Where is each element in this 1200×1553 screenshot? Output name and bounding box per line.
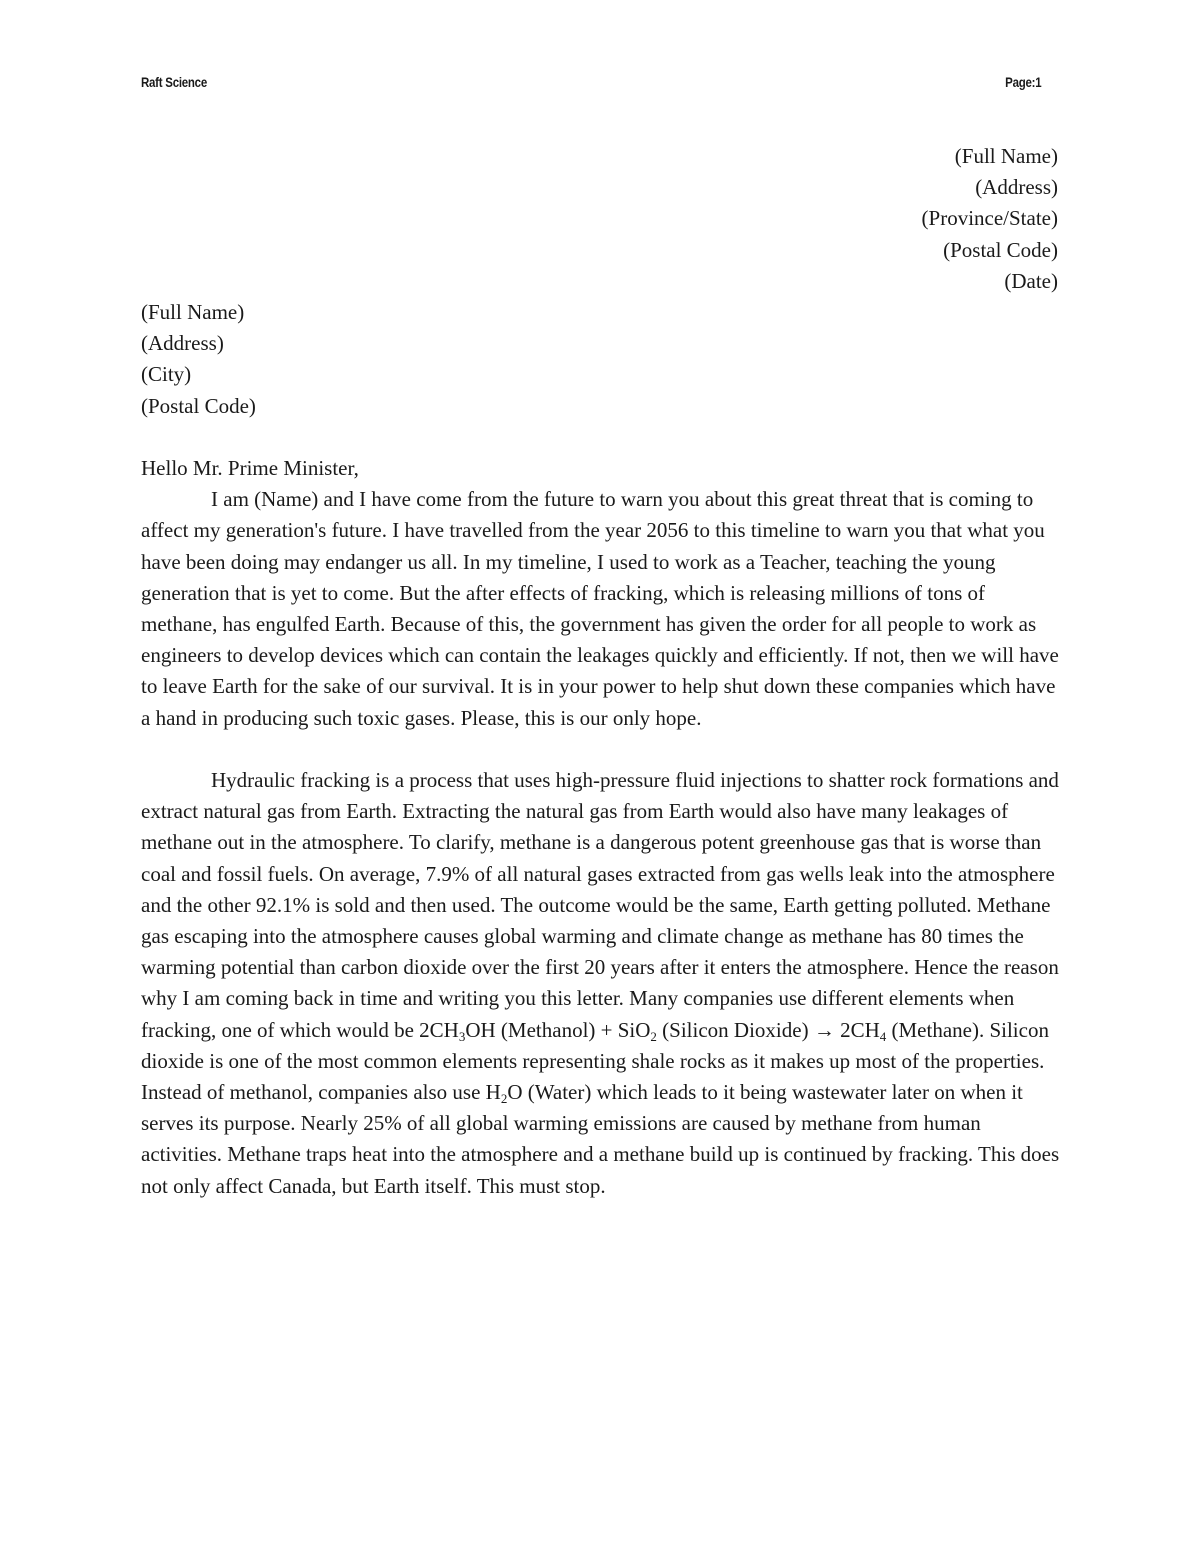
greeting: Hello Mr. Prime Minister, xyxy=(141,456,359,480)
header-page-number: Page:1 xyxy=(1005,74,1042,90)
sender-address: (Address) xyxy=(975,175,1058,200)
paragraph-spacer xyxy=(141,734,1061,765)
paragraph-fracking-text-2: OH (Methanol) + SiO xyxy=(465,1017,651,1042)
recipient-address: (Address) xyxy=(141,331,224,356)
paragraph-fracking-text-4: (Methane). Silicon dioxide is one of the most common elements representing shale rocks as it makes up most of the properties. Instead of methanol, companies also use H xyxy=(141,1017,1049,1105)
subscript-2-water: 2 xyxy=(500,1091,508,1107)
paragraph-fracking-text-5: O (Water) which leads to it being wastewater later on when it serves its purpose. Nearly 25% of all global warming emissions are caused by methane from human activities. Methane traps heat into the atmosphere and a methane build up is continued by fracking. This does not only affect Canada, but Earth itself. This must stop. xyxy=(141,1080,1060,1198)
subscript-4: 4 xyxy=(879,1028,887,1044)
subscript-2: 2 xyxy=(650,1028,657,1044)
recipient-address-block xyxy=(141,297,256,422)
subscript-3: 3 xyxy=(458,1028,466,1044)
recipient-postal-code: (Postal Code) xyxy=(141,393,256,418)
sender-address-block xyxy=(922,141,1058,297)
sender-postal-code: (Postal Code) xyxy=(943,237,1058,262)
sender-full-name: (Full Name) xyxy=(954,144,1058,168)
paragraph-intro: I am (Name) and I have come from the future to warn you about this great threat that is coming to affect my generation's future. I have travelled from the year 2056 to this timeline to warn you that what you have been doing may endanger us all. In my timeline, I used to work as a Teacher, teaching the young generation that is yet to come. But the after effects of fracking, which is releasing millions of tons of methane, has engulfed Earth. Because of this, the government has given the order for all people to work as engineers to develop devices which can contain the leakages quickly and efficiently. If not, then we will have to leave Earth for the sake of our survival. It is in your power to help shut down these companies which have a hand in producing such toxic gases. Please, this is our only hope. xyxy=(141,487,1059,730)
paragraph-fracking xyxy=(141,765,1061,1202)
recipient-full-name: (Full Name) xyxy=(141,300,245,324)
sender-date: (Date) xyxy=(1004,268,1058,293)
page-header xyxy=(141,74,1042,94)
paragraph-fracking-text-3: (Silicon Dioxide) → 2CH xyxy=(656,1017,880,1042)
paragraph-fracking-text-1: Hydraulic fracking is a process that uses high-pressure fluid injections to shatter rock formations and extract natural gas from Earth. Extracting the natural gas from Earth would also have many leakages of methane out in the atmosphere. To clarify, methane is a dangerous potent greenhouse gas that is worse than coal and fossil fuels. On average, 7.9% of all natural gases extracted from gas wells leak into the atmosphere and the other 92.1% is sold and then used. The outcome would be the same, Earth getting polluted. Methane gas escaping into the atmosphere causes global warming and climate change as methane has 80 times the warming potential than carbon dioxide over the first 20 years after it enters the atmosphere. Hence the reason why I am coming back in time and writing you this letter. Many companies use different elements when fracking, one of which would be 2CH xyxy=(141,768,1059,1042)
header-course-title: Raft Science xyxy=(141,74,207,90)
letter-body xyxy=(141,453,1061,1202)
recipient-city: (City) xyxy=(141,362,192,387)
sender-province-state: (Province/State) xyxy=(921,206,1058,231)
